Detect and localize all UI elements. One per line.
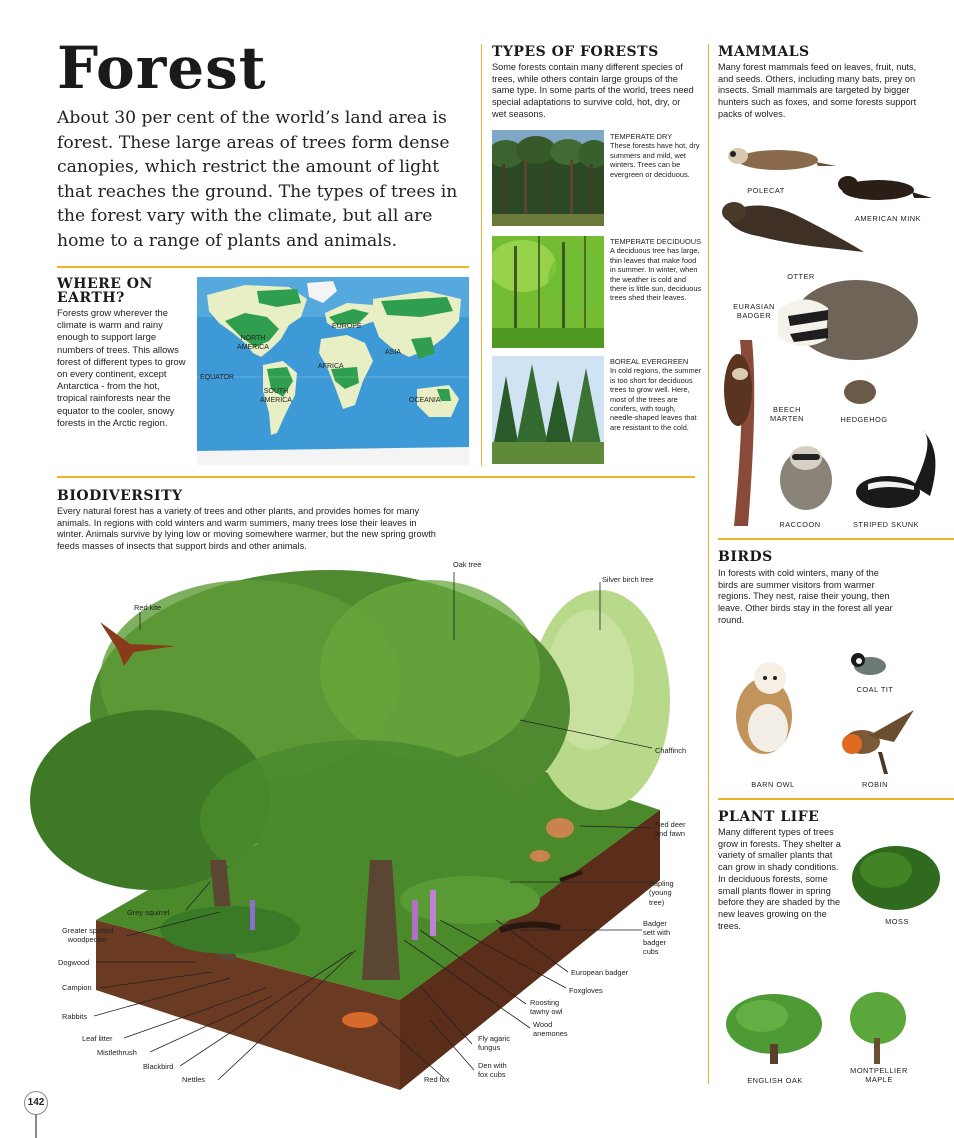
divider	[57, 266, 469, 268]
plants-text: Many different types of trees grow in forests. They shelter a variety of smaller plants that can grow in shady conditions. In deciduous forests, some small plants flower in spring before they are shaded by the new leaves growing on the trees.	[718, 827, 841, 931]
trees-illustration	[722, 990, 922, 1066]
badger-label: EURASIAN BADGER	[733, 302, 775, 321]
otter-label: OTTER	[787, 272, 815, 281]
mammals-illustrations	[718, 140, 954, 532]
page-number: 142	[24, 1091, 48, 1115]
label-badger-sett: Badger sett with badger cubs	[643, 919, 671, 957]
birds-heading: BIRDS	[718, 549, 773, 565]
birds-text: In forests with cold winters, many of the birds are summer visitors from warmer regions. They nest, raise their young, then leave. Other birds stay in the forest all year round.	[718, 568, 893, 625]
map-label-equator: EQUATOR	[200, 374, 234, 381]
label-red-kite: Red kite	[134, 603, 162, 612]
boreal-evergreen-photo	[492, 356, 604, 464]
label-tawny-owl: Roosting tawny owl	[530, 998, 563, 1017]
label-red-deer: Red deer and fawn	[655, 820, 686, 839]
map-label-oceania: OCEANIA	[409, 397, 441, 404]
moss-label: MOSS	[885, 917, 909, 926]
intro-paragraph: About 30 per cent of the world’s land area is forest. These large areas of trees form dense canopies, which restrict the amount of light that reaches the ground. The types of trees in the forest vary with the climate, but all are home to a range of plants and animals.	[57, 108, 458, 251]
label-silver-birch: Silver birch tree	[602, 575, 654, 584]
biodiversity-text: Every natural forest has a variety of trees and other plants, and provides homes for many animals. In regions with cold winters and warm summers, many trees lose their leaves in winter. Animals survive by lying low or moving somewhere warmer, but the new spring growth feeds masses of insects that support birds and other animals.	[57, 506, 436, 552]
label-campion: Campion	[62, 983, 92, 992]
label-chaffinch: Chaffinch	[655, 746, 687, 755]
mammals-heading: MAMMALS	[718, 44, 810, 60]
temperate-deciduous-photo	[492, 236, 604, 348]
label-mistlethrush: Mistlethrush	[97, 1048, 137, 1057]
barn-owl-label: BARN OWL	[751, 780, 795, 789]
label-fly-agaric: Fly agaric fungus	[478, 1034, 511, 1053]
label-dogwood: Dogwood	[58, 958, 90, 967]
where-text: Forests grow wherever the climate is warm and rainy enough to support large numbers of trees. This allows forest of different types to grow on every continent, except Antarctica - from the hot, tropical rainforests near the equator to the cooler, snowy forests in the Arctic region.	[57, 307, 186, 428]
hedgehog-label: HEDGEHOG	[840, 415, 888, 424]
label-leaf-litter: Leaf litter	[82, 1034, 113, 1043]
robin-label: ROBIN	[862, 780, 888, 789]
plants-heading: PLANT LIFE	[718, 809, 820, 825]
divider	[718, 798, 954, 800]
label-red-fox: Red fox	[424, 1075, 450, 1084]
label-sapling: Sapling (young tree)	[649, 879, 674, 907]
forest-cross-section	[0, 560, 700, 1100]
temperate-dry-caption: TEMPERATE DRY These forests have hot, dry summers and mild, wet winters. Trees can be evergreen or deciduous.	[610, 132, 700, 179]
birds-illustrations	[718, 644, 954, 780]
map-label-south-america: SOUTH AMERICA	[260, 388, 292, 404]
divider	[481, 44, 482, 466]
label-foxgloves: Foxgloves	[569, 986, 603, 995]
polecat-label: POLECAT	[747, 186, 785, 195]
biodiversity-heading: BIODIVERSITY	[57, 488, 183, 504]
moss-illustration	[848, 836, 944, 916]
page-title: Forest	[57, 34, 267, 102]
map-label-asia: ASIA	[385, 349, 401, 356]
marten-label: BEECH MARTEN	[769, 405, 805, 424]
temperate-dry-photo	[492, 130, 604, 226]
divider	[718, 538, 954, 540]
divider	[57, 476, 695, 478]
skunk-label: STRIPED SKUNK	[852, 520, 920, 529]
label-wood-anemones: Wood anemones	[533, 1020, 568, 1039]
label-european-badger: European badger	[571, 968, 629, 977]
types-text: Some forests contain many different species of trees, while others contain large groups of the same type. In some parts of the world, trees need special adaptations to survive cold, hot, dry, or wet seasons.	[492, 62, 694, 119]
world-map	[197, 277, 469, 465]
label-oak-tree: Oak tree	[453, 560, 482, 569]
temperate-deciduous-caption: TEMPERATE DECIDUOUS A deciduous tree has large, thin leaves that make food in summer. In winter, when the weather is cold and there is little sun, deciduous trees shed their leaves.	[610, 237, 702, 303]
maple-label: MONTPELLIER MAPLE	[850, 1066, 908, 1085]
map-label-europe: EUROPE	[332, 323, 362, 330]
boreal-evergreen-caption: BOREAL EVERGREEN In cold regions, the summer is too short for deciduous trees to grow well. Here, most of the trees are conifers, with tough, needle-shaped leaves that are resistant to the cold.	[610, 357, 702, 432]
label-fox-den: Den with fox cubs	[478, 1061, 507, 1080]
label-woodpecker: Greater spotted woodpecker	[62, 926, 114, 945]
oak-label: ENGLISH OAK	[747, 1076, 803, 1085]
where-heading: WHERE ON EARTH?	[57, 276, 153, 306]
divider	[708, 44, 709, 1084]
label-blackbird: Blackbird	[143, 1062, 174, 1071]
types-heading: TYPES OF FORESTS	[492, 44, 659, 60]
map-label-north-america: NORTH AMERICA	[237, 335, 269, 351]
label-nettles: Nettles	[182, 1075, 206, 1084]
raccoon-label: RACCOON	[779, 520, 821, 529]
label-grey-squirrel: Grey squirrel	[127, 908, 170, 917]
label-rabbits: Rabbits	[62, 1012, 88, 1021]
mink-label: AMERICAN MINK	[854, 214, 922, 223]
coal-tit-label: COAL TIT	[856, 685, 894, 694]
map-label-africa: AFRICA	[318, 363, 344, 370]
mammals-text: Many forest mammals feed on leaves, fruit, nuts, and seeds. Others, including many bats, prey on insects. Small mammals are targeted by bigger hunters such as foxes, and some forests support packs of wolves.	[718, 62, 917, 119]
